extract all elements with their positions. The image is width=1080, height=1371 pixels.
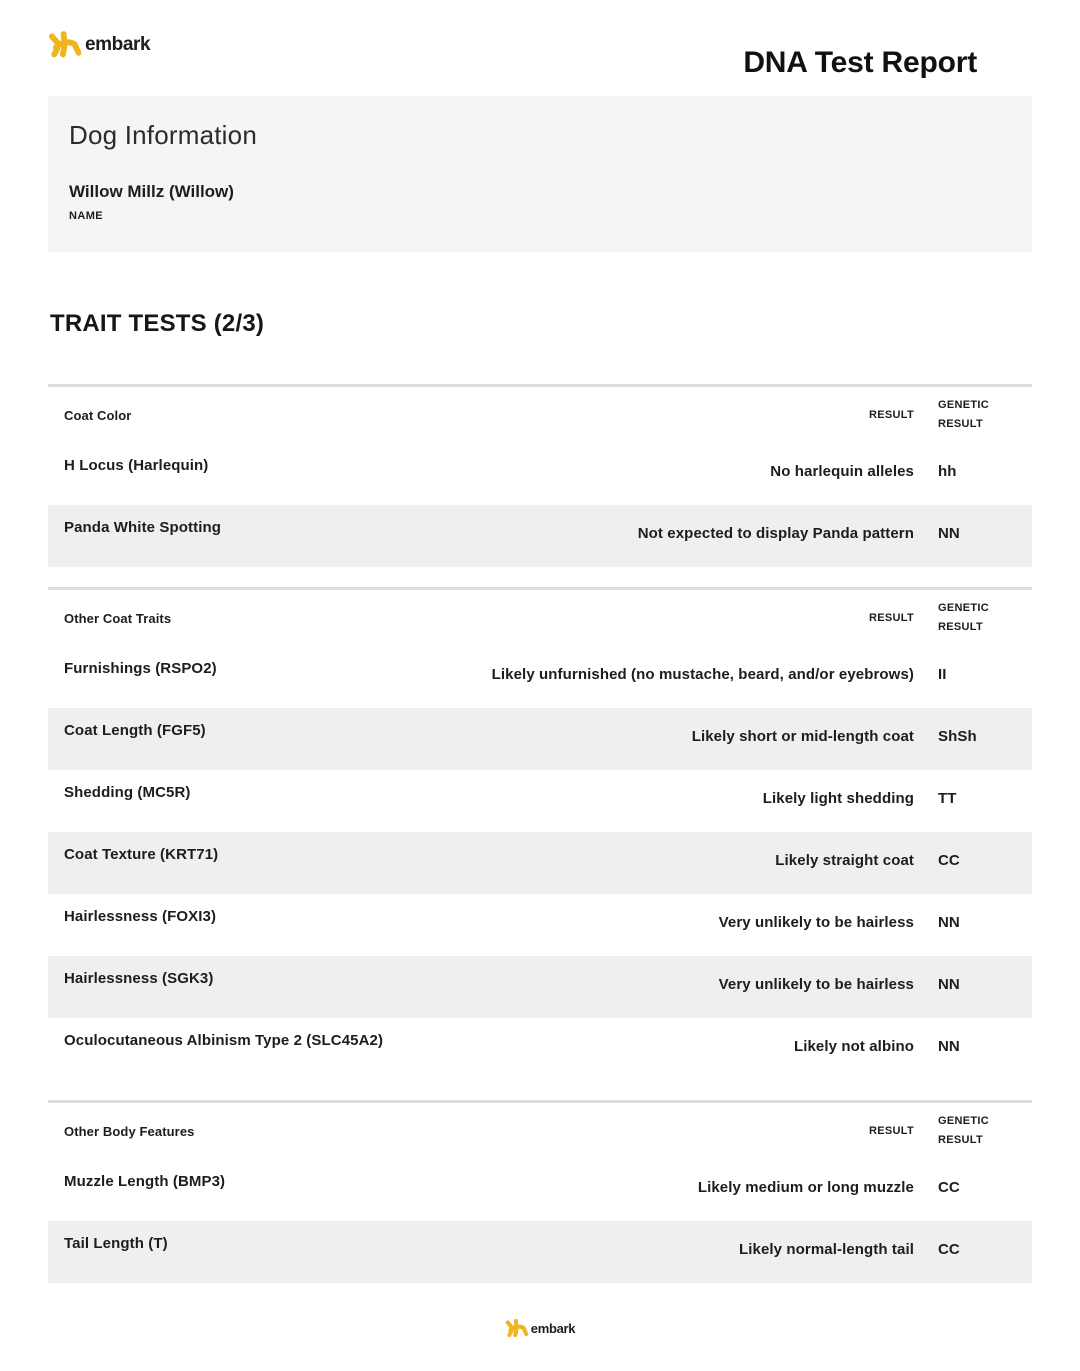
trait-name: Hairlessness (SGK3) bbox=[64, 970, 214, 987]
trait-name: H Locus (Harlequin) bbox=[64, 457, 209, 474]
trait-result: Likely unfurnished (no mustache, beard, and/or eyebrows) bbox=[491, 666, 914, 683]
trait-result: Likely normal-length tail bbox=[738, 1241, 914, 1258]
trait-result: Very unlikely to be hairless bbox=[718, 914, 914, 931]
trait-genetic-result: NN bbox=[938, 914, 960, 931]
trait-result: Not expected to display Panda pattern bbox=[637, 525, 914, 542]
embark-wordmark: embark bbox=[530, 1321, 576, 1336]
dog-name-value: Willow Millz (Willow) bbox=[69, 182, 234, 201]
trait-row bbox=[48, 832, 1032, 894]
embark-dog-icon bbox=[505, 1318, 530, 1339]
section-header-row bbox=[48, 590, 1032, 646]
trait-name: Panda White Spotting bbox=[64, 519, 221, 536]
trait-name: Furnishings (RSPO2) bbox=[64, 660, 217, 677]
trait-row bbox=[48, 770, 1032, 832]
section-other-coat-traits bbox=[48, 587, 1032, 1080]
dog-information-title: Dog Information bbox=[69, 120, 257, 150]
result-column-label: RESULT bbox=[869, 409, 914, 421]
trait-row bbox=[48, 646, 1032, 708]
trait-genetic-result: CC bbox=[938, 1179, 960, 1196]
trait-result: No harlequin alleles bbox=[770, 463, 914, 480]
trait-name: Tail Length (T) bbox=[64, 1235, 168, 1252]
section-title: Coat Color bbox=[64, 407, 132, 423]
trait-genetic-result: II bbox=[938, 666, 947, 683]
genetic-result-column-label: GENETIC RESULT bbox=[938, 398, 989, 430]
trait-result: Likely not albino bbox=[793, 1038, 914, 1055]
trait-result: Likely medium or long muzzle bbox=[697, 1179, 914, 1196]
genetic-result-column-label: GENETIC RESULT bbox=[938, 1114, 989, 1146]
trait-genetic-result: TT bbox=[938, 790, 957, 807]
trait-row bbox=[48, 505, 1032, 567]
dog-name-label: NAME bbox=[69, 210, 103, 222]
result-column-label: RESULT bbox=[869, 1125, 914, 1137]
trait-row bbox=[48, 1018, 1032, 1080]
trait-name: Oculocutaneous Albinism Type 2 (SLC45A2) bbox=[64, 1032, 384, 1049]
trait-result: Likely light shedding bbox=[762, 790, 914, 807]
page-title: DNA Test Report bbox=[743, 46, 977, 79]
trait-genetic-result: NN bbox=[938, 525, 960, 542]
trait-tests-heading: TRAIT TESTS (2/3) bbox=[50, 310, 265, 337]
embark-dog-icon bbox=[48, 30, 84, 60]
trait-row bbox=[48, 443, 1032, 505]
dog-information-box bbox=[48, 96, 1032, 252]
trait-row bbox=[48, 1221, 1032, 1283]
embark-logo-footer bbox=[505, 1318, 575, 1339]
trait-row bbox=[48, 894, 1032, 956]
genetic-result-column-label: GENETIC RESULT bbox=[938, 601, 989, 633]
report-header bbox=[48, 0, 1032, 80]
trait-genetic-result: NN bbox=[938, 976, 960, 993]
trait-genetic-result: hh bbox=[938, 463, 957, 480]
section-other-body-features bbox=[48, 1100, 1032, 1283]
trait-result: Likely short or mid-length coat bbox=[691, 728, 914, 745]
embark-logo bbox=[48, 30, 150, 60]
trait-name: Shedding (MC5R) bbox=[64, 784, 191, 801]
section-header-row bbox=[48, 387, 1032, 443]
trait-name: Coat Length (FGF5) bbox=[64, 722, 206, 739]
report-footer bbox=[0, 1318, 1080, 1339]
trait-genetic-result: CC bbox=[938, 852, 960, 869]
trait-name: Hairlessness (FOXI3) bbox=[64, 908, 217, 925]
trait-row bbox=[48, 1159, 1032, 1221]
result-column-label: RESULT bbox=[869, 612, 914, 624]
trait-result: Likely straight coat bbox=[775, 852, 914, 869]
trait-name: Coat Texture (KRT71) bbox=[64, 846, 219, 863]
section-header-row bbox=[48, 1103, 1032, 1159]
trait-row bbox=[48, 708, 1032, 770]
trait-genetic-result: ShSh bbox=[938, 728, 977, 745]
trait-genetic-result: CC bbox=[938, 1241, 960, 1258]
section-title: Other Body Features bbox=[64, 1123, 195, 1139]
trait-result: Very unlikely to be hairless bbox=[718, 976, 914, 993]
trait-row bbox=[48, 956, 1032, 1018]
section-coat-color bbox=[48, 384, 1032, 567]
section-title: Other Coat Traits bbox=[64, 610, 172, 626]
embark-wordmark: embark bbox=[85, 34, 151, 55]
trait-genetic-result: NN bbox=[938, 1038, 960, 1055]
trait-name: Muzzle Length (BMP3) bbox=[64, 1173, 226, 1190]
